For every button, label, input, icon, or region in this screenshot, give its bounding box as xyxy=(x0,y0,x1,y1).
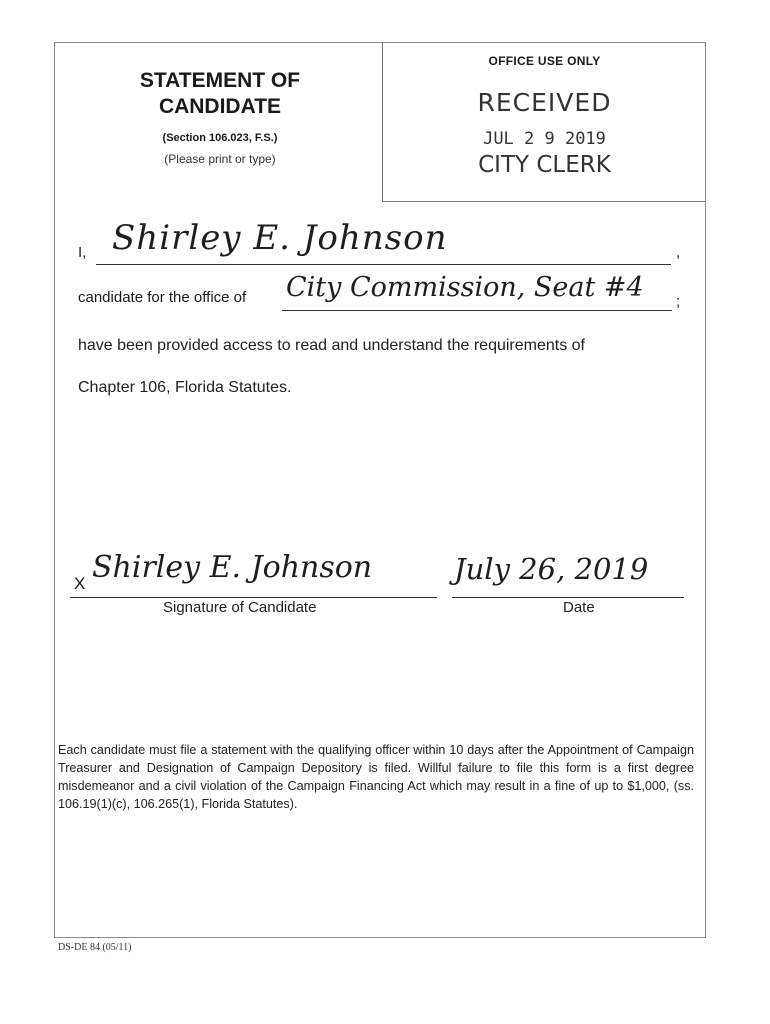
form-header xyxy=(110,68,330,166)
name-line xyxy=(96,264,671,265)
candidate-name-handwritten: Shirley E. Johnson xyxy=(112,218,448,258)
statute-reference: (Section 106.023, F.S.) xyxy=(162,132,278,144)
office-use-box xyxy=(382,42,706,202)
date-line xyxy=(452,597,684,598)
office-line-semicolon: ; xyxy=(676,293,681,310)
office-sought-handwritten: City Commission, Seat #4 xyxy=(286,272,644,303)
signature-caption: Signature of Candidate xyxy=(163,599,317,616)
candidate-signature: Shirley E. Johnson xyxy=(92,550,373,585)
signature-line xyxy=(70,597,437,598)
form-title-line1: STATEMENT OF xyxy=(139,69,301,92)
legal-notice: Each candidate must file a statement with the qualifying officer within 10 days after the Appointment of Campaign Treasurer and Designation of Campaign Depository is filed. Willful failure to file this form is a first degree misdemeanor and a civil violation of the Campaign Financing Act which may result in a fine of up to $1,000, (ss. 106.19(1)(c), 106.265(1), Florida Statutes). xyxy=(58,743,694,811)
received-stamp-office: CITY CLERK xyxy=(478,152,611,178)
print-instruction: (Please print or type) xyxy=(164,152,276,166)
signature-x-mark: X xyxy=(74,574,86,593)
name-line-comma: , xyxy=(676,244,681,261)
prefix-i: I, xyxy=(78,244,87,261)
statement-line-2: Chapter 106, Florida Statutes. xyxy=(78,379,292,396)
office-line xyxy=(282,310,672,311)
office-use-label: OFFICE USE ONLY xyxy=(488,54,601,68)
form-title-line2: CANDIDATE xyxy=(158,95,282,118)
received-stamp: RECEIVED xyxy=(477,88,612,117)
date-caption: Date xyxy=(563,599,595,616)
received-stamp-date: JUL 2 9 2019 xyxy=(483,129,606,149)
office-label: candidate for the office of xyxy=(78,289,247,306)
signature-date-handwritten: July 26, 2019 xyxy=(454,552,649,586)
form-id: DS-DE 84 (05/11) xyxy=(58,942,132,953)
statement-line-1: have been provided access to read and understand the requirements of xyxy=(78,337,585,354)
